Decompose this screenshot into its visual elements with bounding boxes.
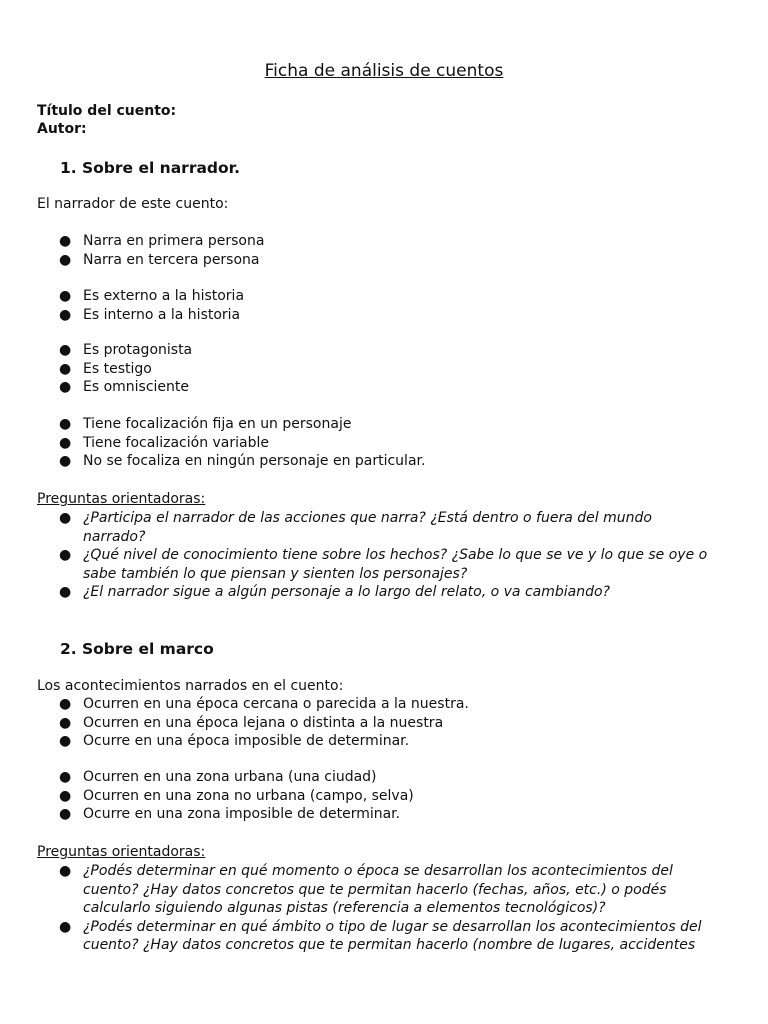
bullet-icon: ● (59, 233, 72, 249)
list-item: ● Ocurren en una época lejana o distinta a la nuestra (59, 714, 444, 731)
bullet-icon: ● (59, 510, 72, 526)
narrator-position-list (0, 287, 768, 324)
bullet-icon: ● (59, 714, 72, 731)
bullet-icon: ● (59, 696, 72, 712)
section-1-intro: El narrador de este cuento: (37, 196, 229, 212)
list-item: ● Es protagonista (59, 342, 193, 358)
list-item: ● Ocurre en una zona imposible de determinar. (59, 806, 401, 822)
bullet-icon: ● (59, 379, 72, 395)
list-item: ● No se focaliza en ningún personaje en particular. (59, 453, 426, 469)
bullet-icon: ● (59, 806, 72, 822)
section-2-questions (0, 862, 768, 955)
bullet-icon: ● (59, 288, 72, 304)
bullet-icon: ● (59, 416, 72, 432)
section-2-heading (60, 639, 214, 659)
list-item: ● Es testigo (59, 360, 152, 377)
list-item: ● ¿Qué nivel de conocimiento tiene sobre los hechos? ¿Sabe lo que se ve y lo que se oye o sabe también lo que piensan y sienten los personajes? (59, 547, 708, 582)
section-1-title: Sobre el narrador. (82, 159, 240, 177)
section-1-number: 1. (60, 159, 77, 177)
list-item: ● Es externo a la historia (59, 288, 245, 304)
section-2-guide-label: Preguntas orientadoras: (37, 844, 206, 860)
story-title-label: Título del cuento: (37, 103, 177, 119)
bullet-icon: ● (59, 342, 72, 358)
section-1-questions (0, 509, 768, 602)
list-item: ● Narra en tercera persona (59, 251, 260, 268)
bullet-icon: ● (59, 918, 72, 935)
bullet-icon: ● (59, 360, 72, 377)
list-item: ● Tiene focalización variable (59, 434, 269, 451)
list-item: ● ¿Podés determinar en qué ámbito o tipo de lugar se desarrollan los acontecimientos del cuento? ¿Hay datos concretos que te permitan hacerlo (nombre de lugares, accidentes (59, 918, 702, 953)
section-2-intro: Los acontecimientos narrados en el cuento: (37, 678, 344, 694)
author-label: Autor: (37, 121, 87, 137)
bullet-icon: ● (59, 251, 72, 268)
bullet-icon: ● (59, 584, 72, 600)
document-title: Ficha de análisis de cuentos (264, 61, 504, 81)
list-item: ● ¿Podés determinar en qué momento o época se desarrollan los acontecimientos del cuento? ¿Hay datos concretos que te permitan hacerlo (fechas, años, etc.) o podés calcularlo siguiendo algunas pistas (referencia a elementos tecnológicos)? (59, 863, 673, 916)
bullet-icon: ● (59, 453, 72, 469)
narrator-focalization-list (0, 415, 768, 471)
list-item: ● Narra en primera persona (59, 233, 265, 249)
section-1-heading (60, 158, 240, 178)
bullet-icon: ● (59, 547, 72, 563)
list-item: ● Tiene focalización fija en un personaje (59, 416, 352, 432)
section-2-title: Sobre el marco (82, 640, 214, 658)
bullet-icon: ● (59, 306, 72, 323)
bullet-icon: ● (59, 863, 72, 879)
narrator-person-list (0, 232, 768, 269)
document-meta (37, 102, 176, 138)
narrator-role-list (0, 341, 768, 397)
list-item: ● Es interno a la historia (59, 306, 241, 323)
list-item: ● Ocurren en una época cercana o parecida a la nuestra. (59, 696, 469, 712)
section-1-guide-label: Preguntas orientadoras: (37, 491, 206, 507)
list-item: ● Ocurre en una época imposible de determinar. (59, 733, 410, 749)
section-2-number: 2. (60, 640, 77, 658)
bullet-icon: ● (59, 733, 72, 749)
bullet-icon: ● (59, 434, 72, 451)
list-item: ● Ocurren en una zona no urbana (campo, selva) (59, 787, 414, 804)
setting-time-list (0, 695, 768, 751)
bullet-icon: ● (59, 787, 72, 804)
list-item: ● Es omnisciente (59, 379, 190, 395)
bullet-icon: ● (59, 769, 72, 785)
list-item: ● Ocurren en una zona urbana (una ciudad) (59, 769, 377, 785)
list-item: ● ¿Participa el narrador de las acciones que narra? ¿Está dentro o fuera del mundo narrado? (59, 510, 652, 545)
setting-place-list (0, 768, 768, 824)
list-item: ● ¿El narrador sigue a algún personaje a lo largo del relato, o va cambiando? (59, 584, 610, 600)
